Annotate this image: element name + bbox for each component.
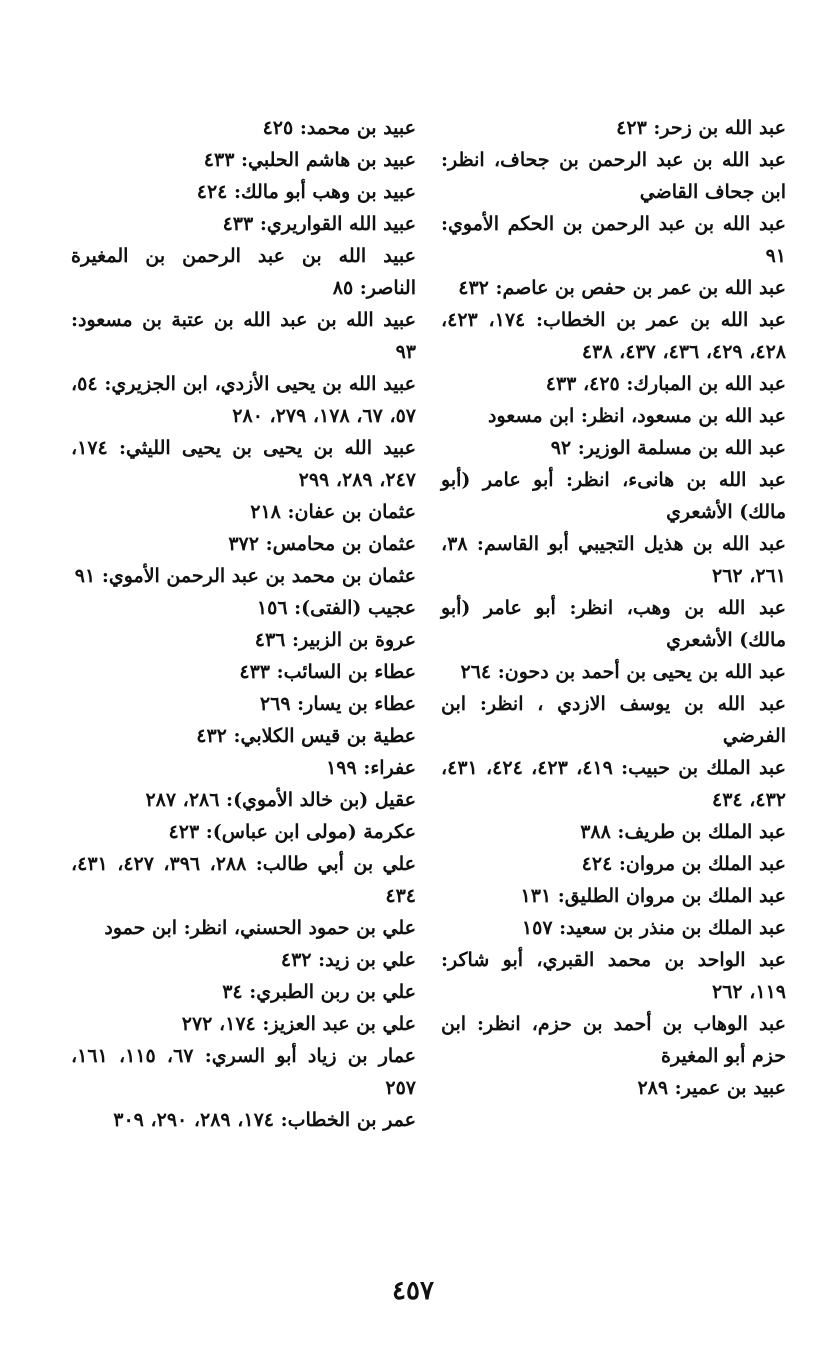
- index-entry: عبد الله بن يوسف الازدي ، انظر: ابن الفرضي: [441, 693, 786, 747]
- index-entry: عبيد بن عمير: ٢٨٩: [637, 1077, 786, 1099]
- index-entry: عبد الله بن عمر بن الخطاب: ١٧٤، ٤٢٣، ٤٢٨، ٤٢٩، ٤٣٦، ٤٣٧، ٤٣٨: [441, 309, 786, 363]
- page-number: ٤٥٧: [392, 1276, 434, 1306]
- index-entry: عبد الله بن عمر بن حفص بن عاصم: ٤٣٢: [458, 277, 786, 299]
- index-entry: عبد الملك بن طريف: ٣٨٨: [580, 821, 786, 843]
- index-entry: عقيل (بن خالد الأموي): ٢٨٦، ٢٨٧: [145, 789, 416, 811]
- index-entry: عجيب (الفتى): ١٥٦: [256, 597, 416, 619]
- index-entry: عثمان بن محمد بن عبد الرحمن الأموي: ٩١: [74, 565, 416, 587]
- index-entry: عبد الله بن مسعود، انظر: ابن مسعود: [488, 405, 786, 427]
- index-entry: عبد الواحد بن محمد القبري، أبو شاكر: ١١٩، ٢٦٢: [441, 949, 786, 1003]
- index-column-right: [441, 112, 786, 1104]
- index-entry: عبد الله بن زحر: ٤٢٣: [616, 117, 786, 139]
- index-entry: عبد الوهاب بن أحمد بن حزم، انظر: ابن حزم أبو المغيرة: [441, 1013, 786, 1067]
- index-entry: عبد الله بن يحيى بن أحمد بن دحون: ٢٦٤: [460, 661, 786, 683]
- index-entry: عبيد الله بن عبد الله بن عتبة بن مسعود: ٩٣: [71, 309, 416, 363]
- index-entry: عبد الله بن المبارك: ٤٢٥، ٤٣٣: [545, 373, 786, 395]
- entry-list-right: [441, 112, 786, 1104]
- index-entry: عمر بن الخطاب: ١٧٤، ٢٨٩، ٢٩٠، ٣٠٩: [113, 1109, 416, 1131]
- index-entry: عمار بن زياد أبو السري: ٦٧، ١١٥، ١٦١، ٢٥٧: [71, 1045, 417, 1099]
- index-entry: علي بن ربن الطبري: ٣٤: [222, 981, 416, 1003]
- index-entry: عبد الملك بن مروان الطليق: ١٣١: [520, 885, 786, 907]
- index-entry: عبيد بن محمد: ٤٢٥: [262, 117, 416, 139]
- index-entry: عبيد الله القواريري: ٤٣٣: [222, 213, 416, 235]
- index-entry: عبيد الله بن يحيى الأزدي، ابن الجزيري: ٥٤، ٥٧، ٦٧، ١٧٨، ٢٧٩، ٢٨٠: [71, 373, 416, 427]
- index-entry: عثمان بن محامس: ٣٧٢: [228, 533, 416, 555]
- index-entry: عبد الله بن هذيل التجيبي أبو القاسم: ٣٨، ٢٦١، ٢٦٢: [441, 533, 786, 587]
- index-entry: عبد الله بن مسلمة الوزير: ٩٢: [550, 437, 786, 459]
- index-entry: عروة بن الزبير: ٤٣٦: [254, 629, 416, 651]
- index-column-left: [71, 112, 416, 1136]
- index-entry: عبد الله بن عبد الرحمن بن الحكم الأموي: ٩١: [441, 213, 786, 267]
- index-entry: عبيد بن هاشم الحلبي: ٤٣٣: [203, 149, 416, 171]
- index-entry: عبيد الله بن يحيى بن يحيى الليثي: ١٧٤، ٢٤٧، ٢٨٩، ٢٩٩: [71, 437, 416, 491]
- index-entry: علي بن زيد: ٤٣٢: [280, 949, 416, 971]
- index-entry: عبيد الله بن عبد الرحمن بن المغيرة الناصر: ٨٥: [71, 245, 416, 299]
- index-entry: علي بن حمود الحسني، انظر: ابن حمود: [104, 917, 416, 939]
- index-entry: عبد الملك بن منذر بن سعيد: ١٥٧: [521, 917, 786, 939]
- index-entry: عبد الملك بن حبيب: ٤١٩، ٤٢٣، ٤٢٤، ٤٣١، ٤٣٢، ٤٣٤: [441, 757, 786, 811]
- index-entry: عطاء بن السائب: ٤٣٣: [239, 661, 416, 683]
- index-entry: عبد الملك بن مروان: ٤٢٤: [581, 853, 786, 875]
- index-entry: علي بن أبي طالب: ٢٨٨، ٣٩٦، ٤٢٧، ٤٣١، ٤٣٤: [71, 853, 417, 907]
- index-entry: عبد الله بن وهب، انظر: أبو عامر (أبو مالك) الأشعري: [441, 597, 786, 651]
- index-entry: علي بن عبد العزيز: ١٧٤، ٢٧٢: [181, 1013, 416, 1035]
- index-entry: عبد الله بن هانىء، انظر: أبو عامر (أبو مالك) الأشعري: [441, 469, 786, 523]
- index-entry: عفراء: ١٩٩: [326, 757, 416, 779]
- index-entry: عطاء بن يسار: ٢٦٩: [259, 693, 416, 715]
- index-entry: عبد الله بن عبد الرحمن بن جحاف، انظر: ابن جحاف القاضي: [441, 149, 786, 203]
- index-entry: عبيد بن وهب أبو مالك: ٤٢٤: [196, 181, 416, 203]
- index-entry: عطية بن قيس الكلابي: ٤٣٢: [196, 725, 416, 747]
- index-entry: عكرمة (مولى ابن عباس): ٤٢٣: [168, 821, 416, 843]
- entry-list-left: [71, 112, 416, 1136]
- index-entry: عثمان بن عفان: ٢١٨: [250, 501, 416, 523]
